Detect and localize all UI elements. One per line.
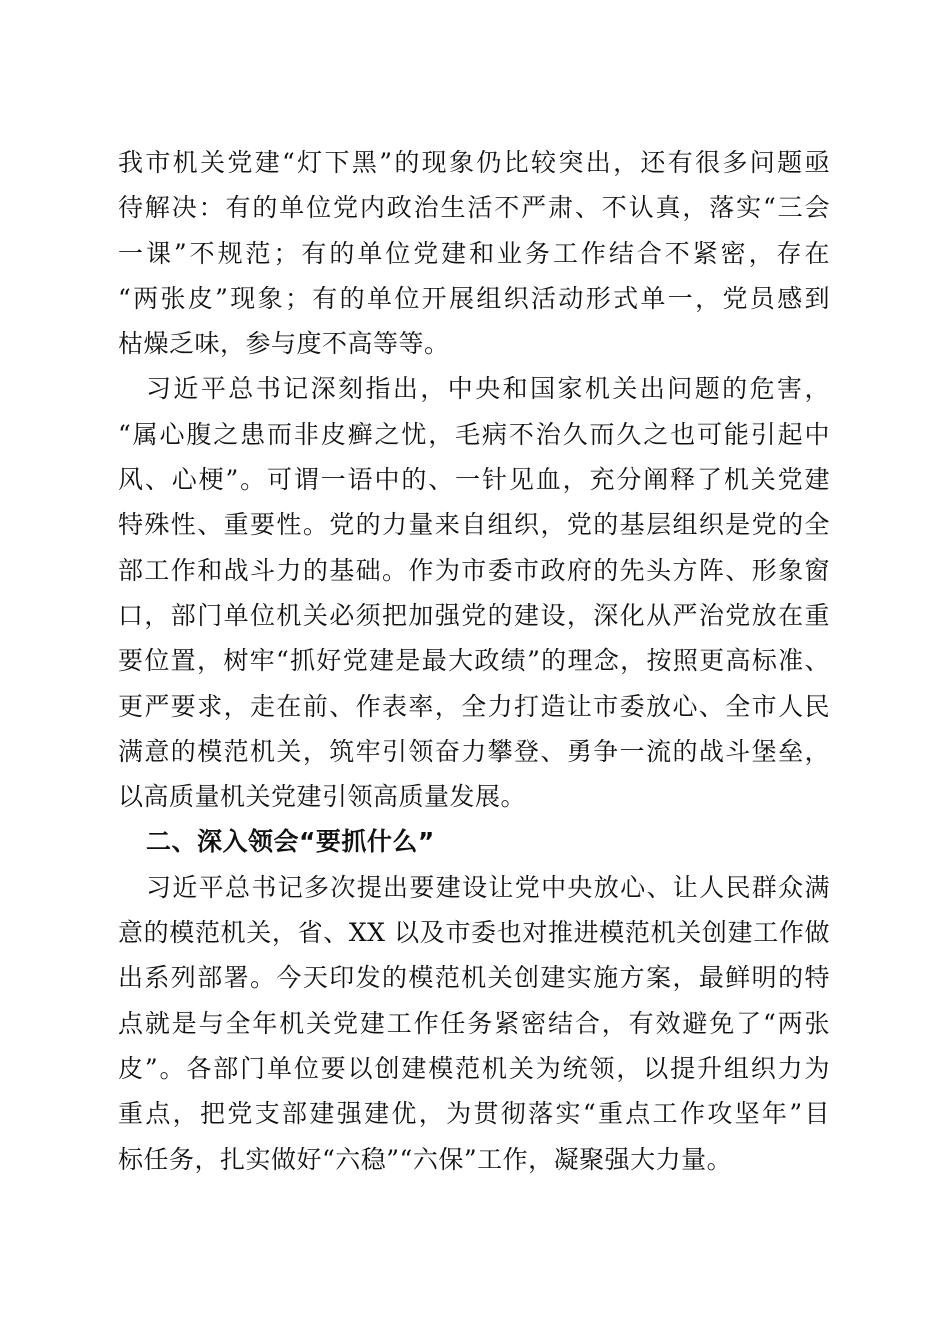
text-line: 标任务，扎实做好“六稳”“六保”工作，凝聚强大力量。 [118,1144,733,1174]
text-line: 口，部门单位机关必须把加强党的建设，深化从严治党放在重 [118,600,830,630]
paragraph-3 [118,865,830,1182]
text-line: 习近平总书记深刻指出，中央和国家机关出问题的危害， [146,374,830,404]
text-line: 更严要求，走在前、作表率，全力打造让市委放心、全市人民 [118,691,830,721]
text-line: 点就是与全年机关党建工作任务紧密结合，有效避免了“两张 [118,1008,830,1038]
text-line: 意的模范机关，省、XX 以及市委也对推进模范机关创建工作做 [118,918,830,948]
text-line: “属心腹之患而非皮癣之忧，毛病不治久而久之也可能引起中 [118,419,830,449]
text-line: 枯燥乏味，参与度不高等等。 [118,329,450,359]
text-line: 待解决：有的单位党内政治生活不严肃、不认真，落实“三会 [118,193,830,223]
document-body [118,140,830,1182]
text-line: 出系列部署。今天印发的模范机关创建实施方案，最鲜明的特 [118,963,830,993]
text-line: 皮”。各部门单位要以创建模范机关为统领，以提升组织力为 [118,1053,830,1083]
text-line: 部工作和战斗力的基础。作为市委市政府的先头方阵、形象窗 [118,555,830,585]
section-heading: 二、深入领会“要抓什么” [146,827,435,857]
text-line: 要位置，树牢“抓好党建是最大政绩”的理念，按照更高标准、 [118,646,830,676]
text-line: 风、心梗”。可谓一语中的、一针见血，充分阐释了机关党建 [118,465,830,495]
text-line: “两张皮”现象；有的单位开展组织活动形式单一，党员感到 [118,283,830,313]
text-line: 一课”不规范；有的单位党建和业务工作结合不紧密，存在 [118,238,830,268]
text-line: 我市机关党建“灯下黑”的现象仍比较突出，还有很多问题亟 [118,148,830,177]
text-line: 重点，把党支部建强建优，为贯彻落实“重点工作攻坚年”目 [118,1099,830,1129]
paragraph-1 [118,140,830,366]
text-line: 习近平总书记多次提出要建设让党中央放心、让人民群众满 [146,872,830,902]
paragraph-2 [118,366,830,819]
text-line: 满意的模范机关，筑牢引领奋力攀登、勇争一流的战斗堡垒， [118,736,830,766]
text-line: 特殊性、重要性。党的力量来自组织，党的基层组织是党的全 [118,510,830,540]
text-line: 以高质量机关党建引领高质量发展。 [118,782,527,812]
